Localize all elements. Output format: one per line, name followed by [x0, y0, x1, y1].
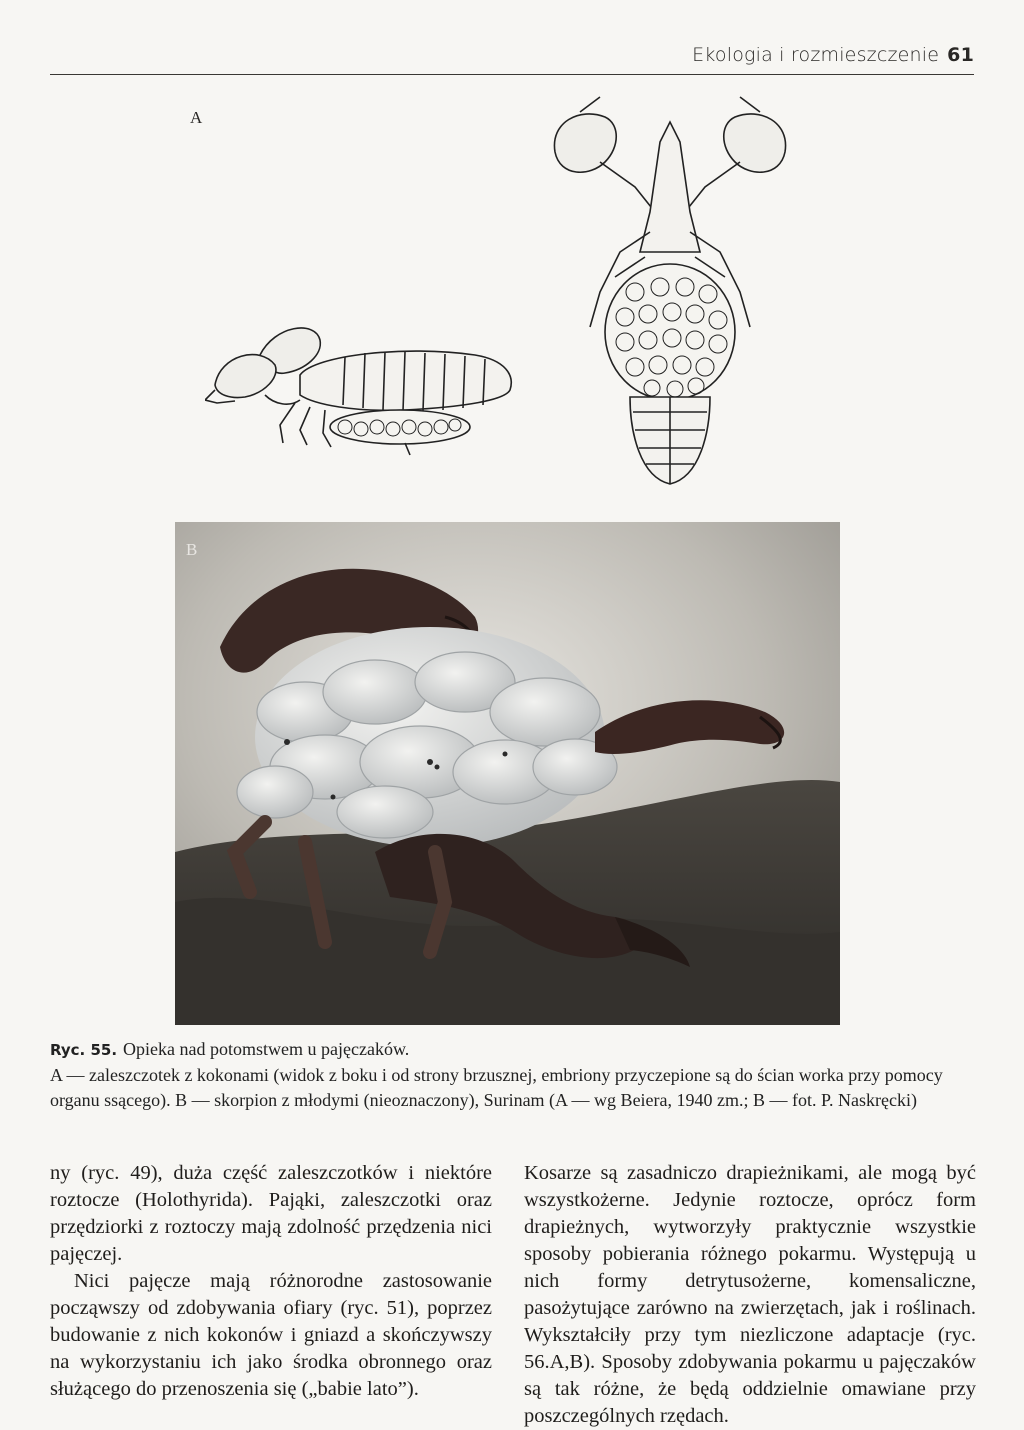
caption-title: Opieka nad potomstwem u pajęczaków. [123, 1039, 410, 1059]
caption-number: Ryc. 55. [50, 1041, 118, 1059]
caption-body: A — zaleszczotek z kokonami (widok z boku i od strony brzusznej, embriony przyczepione są do ścian worka przy pomocy organu ssącego). B — skorpion z młodymi (nieoznaczony), Surinam (A — wg Beiera, 1940 zm.; B — fot. P. Naskręcki) [50, 1065, 943, 1110]
figure-panel-label-b: B [186, 540, 198, 559]
paragraph: ny (ryc. 49), duża część zaleszczotków i niektóre roztocze (Holothyrida). Pająki, zaleszczotki oraz przędziorki z roztoczy mają zdolność przędzenia nici pajęczej. [50, 1162, 492, 1265]
page-number: 61 [947, 44, 974, 66]
running-header [50, 44, 974, 70]
chapter-title: Ekologia i rozmieszczenie [692, 44, 940, 66]
text-column-left [50, 1160, 492, 1403]
scorpion-photo-illustration [175, 522, 840, 1025]
header-rule [50, 74, 974, 75]
pseudoscorpion-ventral-view-drawing [540, 92, 800, 492]
paragraph: Nici pajęcze mają różnorodne zastosowanie począwszy od zdobywania ofiary (ryc. 51), poprzez budowanie z nich kokonów i gniazd a skończywszy na wykorzystaniu ich jako środka obronnego oraz służącego do przenoszenia się („babie lato”). [50, 1270, 492, 1400]
figure-panel-label-a: A [190, 108, 203, 127]
paragraph: Kosarze są zasadniczo drapieżnikami, ale mogą być wszystkożerne. Jedynie roztocze, oprócz form drapieżnych, wytworzyły praktycznie wszystkie sposoby pobierania różnego pokarmu. Występują u nich formy detrytusożerne, komensaliczne, pasożytujące zarówno na zwierzętach, jak i roślinach. Wykształciły przy tym niezliczone adaptacje (ryc. 56.A,B). Sposoby zdobywania pokarmu u pajęczaków są tak różne, że będą oddzielnie omawiane przy poszczególnych rzędach. [524, 1162, 976, 1427]
scorpion-with-young-photo [175, 522, 840, 1025]
pseudoscorpion-side-view-drawing [205, 315, 525, 465]
text-column-right [524, 1160, 976, 1430]
figure-caption [50, 1037, 974, 1113]
